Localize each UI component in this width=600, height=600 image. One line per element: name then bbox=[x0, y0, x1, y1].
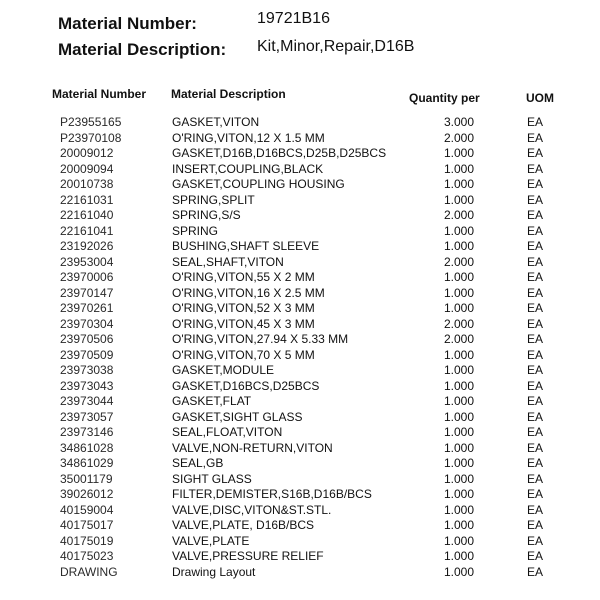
uom-cell: EA bbox=[527, 192, 544, 207]
material-number-cell: 23970509 bbox=[60, 347, 114, 362]
uom-cell: EA bbox=[527, 223, 544, 238]
parts-table bbox=[0, 115, 600, 580]
material-description-cell: SPRING bbox=[172, 223, 219, 238]
quantity-cell: 1.000 bbox=[444, 549, 475, 563]
table-row bbox=[0, 131, 600, 147]
material-number-cell: 23973043 bbox=[60, 378, 114, 393]
table-row bbox=[0, 115, 600, 131]
uom-cell: EA bbox=[527, 378, 544, 393]
table-row bbox=[0, 146, 600, 162]
quantity-cell: 1.000 bbox=[444, 363, 475, 377]
table-row bbox=[0, 472, 600, 488]
material-description-cell: VALVE,DISC,VITON&ST.STL. bbox=[172, 502, 332, 517]
material-description-cell: Drawing Layout bbox=[172, 564, 256, 579]
table-row bbox=[0, 379, 600, 395]
material-number-cell: 40175019 bbox=[60, 533, 114, 548]
material-number-cell: P23955165 bbox=[60, 115, 122, 129]
material-description-cell: FILTER,DEMISTER,S16B,D16B/BCS bbox=[172, 487, 372, 501]
uom-cell: EA bbox=[527, 518, 544, 532]
material-description-cell: SPRING,SPLIT bbox=[172, 192, 255, 207]
table-row bbox=[0, 534, 600, 550]
table-row bbox=[0, 518, 600, 534]
uom-cell: EA bbox=[527, 394, 544, 408]
material-description-value: Kit,Minor,Repair,D16B bbox=[257, 38, 415, 55]
quantity-cell: 1.000 bbox=[444, 161, 475, 176]
uom-cell: EA bbox=[527, 239, 544, 253]
material-description-cell: GASKET,MODULE bbox=[172, 363, 275, 377]
table-row bbox=[0, 224, 600, 240]
material-description-label: Material Description: bbox=[58, 40, 227, 59]
material-number-cell: 20009012 bbox=[60, 146, 114, 160]
material-description-cell: GASKET,D16B,D16BCS,D25B,D25BCS bbox=[172, 146, 387, 160]
material-description-cell: GASKET,SIGHT GLASS bbox=[172, 409, 303, 424]
material-number-cell: 20009094 bbox=[60, 161, 114, 176]
uom-cell: EA bbox=[527, 533, 544, 548]
table-row bbox=[0, 162, 600, 178]
material-number-cell: 22161031 bbox=[60, 192, 114, 207]
uom-cell: EA bbox=[527, 301, 544, 315]
column-header-material-description: Material Description bbox=[171, 87, 286, 101]
table-row bbox=[0, 363, 600, 379]
uom-cell: EA bbox=[527, 363, 544, 377]
material-number-cell: 22161040 bbox=[60, 208, 114, 222]
material-description-cell: GASKET,D16BCS,D25BCS bbox=[172, 378, 320, 393]
uom-cell: EA bbox=[527, 146, 544, 160]
column-header-material-number: Material Number bbox=[52, 87, 147, 101]
table-row bbox=[0, 348, 600, 364]
material-description-cell: VALVE,PRESSURE RELIEF bbox=[172, 549, 324, 563]
table-row bbox=[0, 332, 600, 348]
material-number-cell: 34861028 bbox=[60, 440, 114, 455]
table-row bbox=[0, 255, 600, 271]
table-row bbox=[0, 503, 600, 519]
quantity-cell: 2.000 bbox=[444, 254, 475, 269]
quantity-cell: 1.000 bbox=[444, 270, 475, 284]
uom-cell: EA bbox=[527, 409, 544, 424]
material-number-cell: 40159004 bbox=[60, 502, 114, 517]
table-row bbox=[0, 193, 600, 209]
quantity-cell: 1.000 bbox=[444, 177, 475, 191]
material-number-cell: 23970006 bbox=[60, 270, 114, 284]
material-number-cell: 23973038 bbox=[60, 363, 114, 377]
quantity-cell: 1.000 bbox=[444, 239, 475, 253]
uom-cell: EA bbox=[527, 487, 544, 501]
table-row bbox=[0, 565, 600, 581]
quantity-cell: 1.000 bbox=[444, 223, 475, 238]
material-number-cell: 23970261 bbox=[60, 301, 114, 315]
material-number-cell: P23970108 bbox=[60, 130, 122, 145]
table-row bbox=[0, 301, 600, 317]
material-description-cell: VALVE,PLATE bbox=[172, 533, 250, 548]
material-number-cell: 23970506 bbox=[60, 332, 114, 346]
material-description-cell: INSERT,COUPLING,BLACK bbox=[172, 161, 324, 176]
table-row bbox=[0, 208, 600, 224]
uom-cell: EA bbox=[527, 549, 544, 563]
material-description-cell: O'RING,VITON,52 X 3 MM bbox=[172, 301, 315, 315]
material-number-cell: 40175023 bbox=[60, 549, 114, 563]
material-description-cell: VALVE,NON-RETURN,VITON bbox=[172, 440, 333, 455]
quantity-cell: 1.000 bbox=[444, 502, 475, 517]
uom-cell: EA bbox=[527, 161, 544, 176]
material-number-cell: 23970304 bbox=[60, 316, 114, 331]
quantity-cell: 1.000 bbox=[444, 409, 475, 424]
uom-cell: EA bbox=[527, 270, 544, 284]
table-row bbox=[0, 317, 600, 333]
material-number-cell: 40175017 bbox=[60, 518, 114, 532]
material-number-cell: 39026012 bbox=[60, 487, 114, 501]
quantity-cell: 1.000 bbox=[444, 487, 475, 501]
column-header-uom: UOM bbox=[526, 91, 554, 105]
uom-cell: EA bbox=[527, 471, 544, 486]
quantity-cell: 2.000 bbox=[444, 332, 475, 346]
material-description-cell: VALVE,PLATE, D16B/BCS bbox=[172, 518, 315, 532]
material-description-cell: SIGHT GLASS bbox=[172, 471, 252, 486]
quantity-cell: 1.000 bbox=[444, 378, 475, 393]
quantity-cell: 1.000 bbox=[444, 425, 475, 439]
material-number-value: 19721B16 bbox=[257, 10, 330, 27]
quantity-cell: 3.000 bbox=[444, 115, 475, 129]
column-header-quantity: Quantity per bbox=[409, 91, 480, 105]
table-row bbox=[0, 487, 600, 503]
quantity-cell: 1.000 bbox=[444, 471, 475, 486]
material-description-cell: SEAL,SHAFT,VITON bbox=[172, 254, 284, 269]
table-row bbox=[0, 410, 600, 426]
quantity-cell: 2.000 bbox=[444, 208, 475, 222]
material-number-cell: 23973146 bbox=[60, 425, 114, 439]
material-number-cell: 20010738 bbox=[60, 177, 114, 191]
table-row bbox=[0, 177, 600, 193]
quantity-cell: 2.000 bbox=[444, 316, 475, 331]
material-number-cell: 34861029 bbox=[60, 456, 114, 470]
quantity-cell: 2.000 bbox=[444, 130, 475, 145]
quantity-cell: 1.000 bbox=[444, 518, 475, 532]
material-description-cell: O'RING,VITON,55 X 2 MM bbox=[172, 270, 315, 284]
material-description-cell: GASKET,VITON bbox=[172, 115, 260, 129]
uom-cell: EA bbox=[527, 316, 544, 331]
uom-cell: EA bbox=[527, 130, 544, 145]
table-row bbox=[0, 394, 600, 410]
material-number-cell: 35001179 bbox=[60, 471, 113, 486]
material-number-cell: 23973057 bbox=[60, 409, 114, 424]
material-number-cell: 23973044 bbox=[60, 394, 114, 408]
material-number-label: Material Number: bbox=[58, 14, 197, 33]
material-description-cell: O'RING,VITON,16 X 2.5 MM bbox=[172, 285, 325, 300]
quantity-cell: 1.000 bbox=[444, 533, 475, 548]
uom-cell: EA bbox=[527, 564, 544, 579]
uom-cell: EA bbox=[527, 332, 544, 346]
material-number-cell: 23953004 bbox=[60, 254, 114, 269]
uom-cell: EA bbox=[527, 115, 544, 129]
uom-cell: EA bbox=[527, 177, 544, 191]
uom-cell: EA bbox=[527, 502, 544, 517]
uom-cell: EA bbox=[527, 347, 544, 362]
table-row bbox=[0, 456, 600, 472]
material-description-cell: GASKET,COUPLING HOUSING bbox=[172, 177, 345, 191]
material-description-cell: O'RING,VITON,70 X 5 MM bbox=[172, 347, 315, 362]
quantity-cell: 1.000 bbox=[444, 394, 475, 408]
uom-cell: EA bbox=[527, 285, 544, 300]
material-description-cell: O'RING,VITON,27.94 X 5.33 MM bbox=[172, 332, 349, 346]
material-description-cell: O'RING,VITON,45 X 3 MM bbox=[172, 316, 315, 331]
table-row bbox=[0, 239, 600, 255]
uom-cell: EA bbox=[527, 254, 544, 269]
material-description-cell: BUSHING,SHAFT SLEEVE bbox=[172, 239, 320, 253]
uom-cell: EA bbox=[527, 440, 544, 455]
material-number-cell: DRAWING bbox=[60, 564, 118, 579]
quantity-cell: 1.000 bbox=[444, 285, 475, 300]
table-row bbox=[0, 270, 600, 286]
uom-cell: EA bbox=[527, 208, 544, 222]
table-row bbox=[0, 425, 600, 441]
quantity-cell: 1.000 bbox=[444, 146, 475, 160]
material-description-cell: GASKET,FLAT bbox=[172, 394, 252, 408]
material-description-cell: SPRING,S/S bbox=[172, 208, 241, 222]
material-number-cell: 22161041 bbox=[60, 223, 114, 238]
quantity-cell: 1.000 bbox=[444, 301, 475, 315]
quantity-cell: 1.000 bbox=[444, 192, 475, 207]
material-number-cell: 23970147 bbox=[60, 285, 114, 300]
table-row bbox=[0, 286, 600, 302]
material-description-cell: O'RING,VITON,12 X 1.5 MM bbox=[172, 130, 325, 145]
material-description-cell: SEAL,FLOAT,VITON bbox=[172, 425, 283, 439]
quantity-cell: 1.000 bbox=[444, 564, 475, 579]
quantity-cell: 1.000 bbox=[444, 456, 475, 470]
uom-cell: EA bbox=[527, 456, 544, 470]
quantity-cell: 1.000 bbox=[444, 347, 475, 362]
material-description-cell: SEAL,GB bbox=[172, 456, 224, 470]
uom-cell: EA bbox=[527, 425, 544, 439]
table-row bbox=[0, 549, 600, 565]
material-number-cell: 23192026 bbox=[60, 239, 114, 253]
table-row bbox=[0, 441, 600, 457]
quantity-cell: 1.000 bbox=[444, 440, 475, 455]
